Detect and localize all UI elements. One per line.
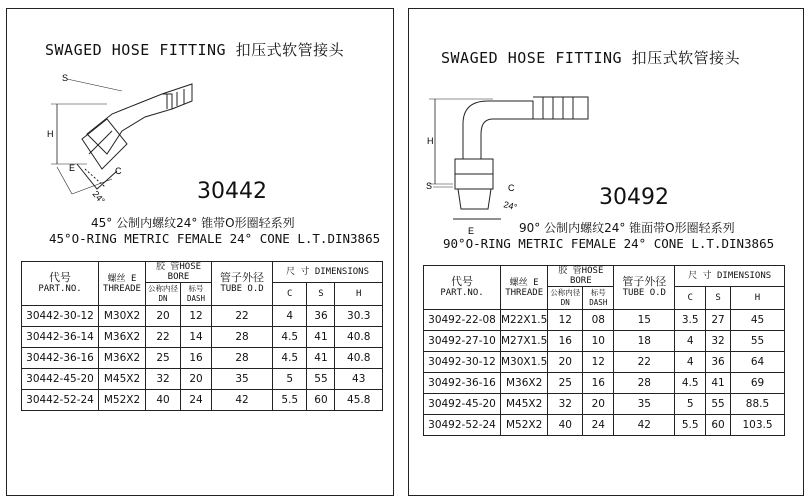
cell-part: 30492-22-08 [424, 310, 501, 331]
right-label-h: H [427, 136, 434, 146]
left-header-hose: 胶 管HOSE BORE [146, 262, 212, 283]
cell-dash: 16 [583, 373, 614, 394]
cell-dash: 12 [583, 352, 614, 373]
right-desc-en: 90°O-RING METRIC FEMALE 24° CONE L.T.DIN3865 [443, 236, 775, 251]
cell-s: 41 [706, 373, 731, 394]
cell-dn: 32 [548, 394, 583, 415]
left-header-dn: 公称内径 DN [146, 283, 181, 306]
table-row [424, 331, 785, 352]
cell-c: 4.5 [273, 327, 307, 348]
cell-tube: 42 [614, 415, 675, 436]
left-label-c: C [115, 166, 122, 176]
table-row [22, 327, 383, 348]
table-row [424, 394, 785, 415]
left-fitting-drawing [27, 59, 197, 209]
cell-h: 88.5 [731, 394, 785, 415]
cell-dash: 16 [181, 348, 212, 369]
left-header-dim: 尺 寸 DIMENSIONS [273, 262, 383, 283]
cell-tube: 35 [212, 369, 273, 390]
cell-s: 36 [307, 306, 335, 327]
cell-tube: 22 [212, 306, 273, 327]
cell-dash: 12 [181, 306, 212, 327]
cell-h: 45.8 [335, 390, 383, 411]
right-header-thread: 螺丝 E THREADE [501, 266, 548, 310]
right-label-c: C [508, 183, 515, 193]
left-header-h: H [335, 283, 383, 306]
cell-part: 30442-52-24 [22, 390, 99, 411]
cell-h: 55 [731, 331, 785, 352]
cell-thread: M45X2 [99, 369, 146, 390]
cell-c: 4 [273, 306, 307, 327]
table-row [424, 373, 785, 394]
cell-dash: 24 [181, 390, 212, 411]
cell-tube: 15 [614, 310, 675, 331]
cell-c: 4.5 [273, 348, 307, 369]
cell-dn: 22 [146, 327, 181, 348]
cell-dash: 08 [583, 310, 614, 331]
cell-part: 30492-30-12 [424, 352, 501, 373]
right-label-e: E [468, 226, 475, 236]
cell-h: 40.8 [335, 348, 383, 369]
left-header-c: C [273, 283, 307, 306]
left-title: SWAGED HOSE FITTING 扣压式软管接头 [45, 41, 345, 59]
cell-dash: 14 [181, 327, 212, 348]
left-header-tube: 管子外径 TUBE O.D [212, 262, 273, 306]
cell-c: 4 [675, 352, 706, 373]
right-fitting-drawing [423, 79, 603, 236]
cell-part: 30492-45-20 [424, 394, 501, 415]
left-desc-en: 45°O-RING METRIC FEMALE 24° CONE L.T.DIN3865 [49, 231, 381, 246]
cell-h: 40.8 [335, 327, 383, 348]
cell-c: 5 [675, 394, 706, 415]
cell-h: 30.3 [335, 306, 383, 327]
right-panel [408, 8, 804, 496]
cell-s: 60 [706, 415, 731, 436]
left-label-e: E [69, 163, 76, 173]
cell-dn: 25 [548, 373, 583, 394]
cell-dn: 12 [548, 310, 583, 331]
right-header-dash: 标号 DASH [583, 287, 614, 310]
cell-thread: M27X1.5 [501, 331, 548, 352]
cell-dn: 16 [548, 331, 583, 352]
cell-dash: 10 [583, 331, 614, 352]
cell-dn: 20 [146, 306, 181, 327]
cell-thread: M52X2 [501, 415, 548, 436]
right-header-h: H [731, 287, 785, 310]
left-label-h: H [47, 129, 54, 139]
cell-dn: 40 [146, 390, 181, 411]
left-panel [6, 8, 394, 496]
cell-part: 30442-45-20 [22, 369, 99, 390]
cell-thread: M36X2 [99, 348, 146, 369]
cell-thread: M36X2 [501, 373, 548, 394]
cell-thread: M22X1.5 [501, 310, 548, 331]
cell-h: 43 [335, 369, 383, 390]
table-row [22, 369, 383, 390]
table-row [424, 415, 785, 436]
table-row [22, 348, 383, 369]
table-row [22, 306, 383, 327]
left-desc-cn: 45° 公制内螺纹24° 锥带O形圈轻系列 [91, 216, 295, 230]
cell-c: 3.5 [675, 310, 706, 331]
right-header-s: S [706, 287, 731, 310]
right-header-tube: 管子外径 TUBE O.D [614, 266, 675, 310]
right-part-code: 30492 [599, 185, 669, 210]
left-label-angle: 24° [90, 188, 107, 206]
cell-c: 5.5 [675, 415, 706, 436]
cell-s: 55 [307, 369, 335, 390]
cell-c: 5 [273, 369, 307, 390]
cell-h: 64 [731, 352, 785, 373]
cell-thread: M30X1.5 [501, 352, 548, 373]
cell-tube: 35 [614, 394, 675, 415]
table-row [424, 352, 785, 373]
cell-tube: 18 [614, 331, 675, 352]
cell-dn: 25 [146, 348, 181, 369]
cell-tube: 42 [212, 390, 273, 411]
cell-tube: 22 [614, 352, 675, 373]
right-header-dn: 公称内径 DN [548, 287, 583, 310]
cell-thread: M36X2 [99, 327, 146, 348]
cell-h: 45 [731, 310, 785, 331]
cell-dn: 32 [146, 369, 181, 390]
cell-dn: 20 [548, 352, 583, 373]
right-desc-cn: 90° 公制内螺纹24° 锥面带O形圈轻系列 [519, 221, 735, 235]
cell-thread: M30X2 [99, 306, 146, 327]
right-header-c: C [675, 287, 706, 310]
cell-h: 69 [731, 373, 785, 394]
cell-thread: M52X2 [99, 390, 146, 411]
right-label-s: S [426, 181, 433, 191]
right-spec-table [423, 265, 785, 436]
cell-s: 27 [706, 310, 731, 331]
right-title: SWAGED HOSE FITTING 扣压式软管接头 [441, 49, 741, 67]
cell-s: 55 [706, 394, 731, 415]
cell-tube: 28 [212, 327, 273, 348]
cell-c: 4 [675, 331, 706, 352]
cell-part: 30442-36-16 [22, 348, 99, 369]
cell-dash: 24 [583, 415, 614, 436]
cell-c: 4.5 [675, 373, 706, 394]
cell-part: 30442-36-14 [22, 327, 99, 348]
cell-part: 30492-52-24 [424, 415, 501, 436]
cell-tube: 28 [614, 373, 675, 394]
left-spec-table [21, 261, 383, 411]
cell-part: 30492-27-10 [424, 331, 501, 352]
right-label-angle: 24° [502, 199, 519, 213]
cell-s: 36 [706, 352, 731, 373]
cell-part: 30492-36-16 [424, 373, 501, 394]
right-header-part: 代号 PART.NO. [424, 266, 501, 310]
left-part-code: 30442 [197, 179, 267, 204]
left-header-thread: 螺丝 E THREADE [99, 262, 146, 306]
right-header-dim: 尺 寸 DIMENSIONS [675, 266, 785, 287]
cell-thread: M45X2 [501, 394, 548, 415]
cell-s: 41 [307, 348, 335, 369]
left-header-dash: 标号 DASH [181, 283, 212, 306]
cell-h: 103.5 [731, 415, 785, 436]
cell-dash: 20 [583, 394, 614, 415]
cell-dn: 40 [548, 415, 583, 436]
right-header-hose: 胶 管HOSE BORE [548, 266, 614, 287]
left-header-part: 代号 PART.NO. [22, 262, 99, 306]
cell-part: 30442-30-12 [22, 306, 99, 327]
cell-s: 32 [706, 331, 731, 352]
table-row [424, 310, 785, 331]
cell-dash: 20 [181, 369, 212, 390]
left-header-s: S [307, 283, 335, 306]
left-label-s: S [62, 73, 69, 83]
cell-s: 41 [307, 327, 335, 348]
cell-tube: 28 [212, 348, 273, 369]
table-row [22, 390, 383, 411]
cell-s: 60 [307, 390, 335, 411]
cell-c: 5.5 [273, 390, 307, 411]
